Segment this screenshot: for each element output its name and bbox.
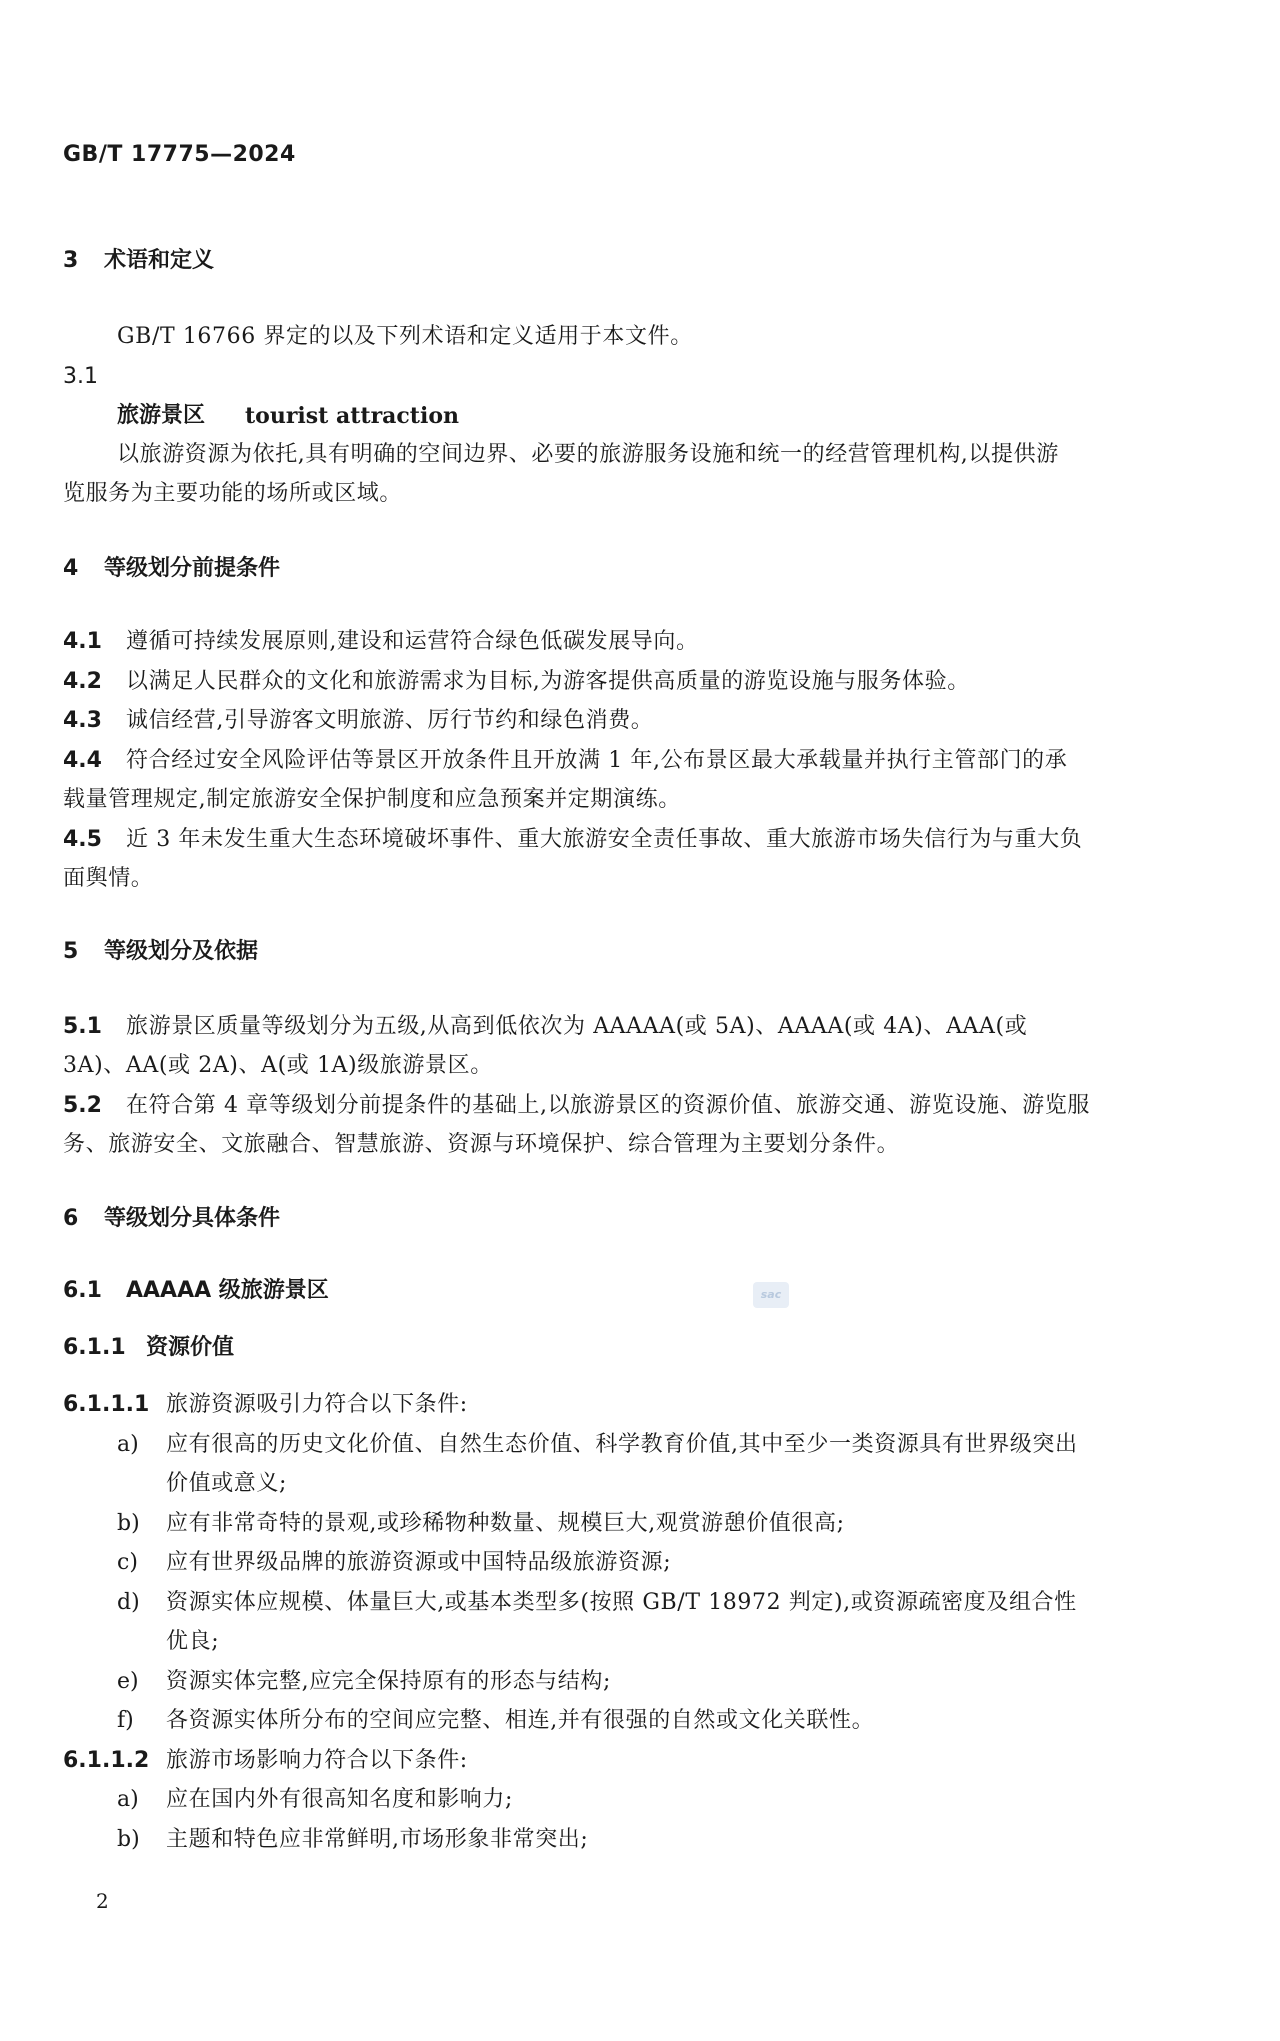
list-marker: d) [117, 1590, 140, 1615]
section-6-title: 等级划分具体条件 [104, 1206, 281, 1231]
section-5-title: 等级划分及依据 [104, 939, 259, 964]
list-marker: a) [117, 1787, 139, 1812]
list-marker: b) [117, 1827, 140, 1852]
page-number: 2 [96, 1889, 109, 1913]
section-5-number: 5 [63, 939, 79, 964]
list-item-text: 各资源实体所分布的空间应完整、相连,并有很强的自然或文化关联性。 [166, 1708, 875, 1733]
clause-text-continued: 面舆情。 [63, 866, 154, 891]
definition-line-1: 以旅游资源为依托,具有明确的空间边界、必要的旅游服务设施和统一的经营管理机构,以提供游 [117, 442, 1059, 467]
standard-code-header: GB/T 17775—2024 [63, 142, 296, 167]
definition-3-1-number: 3.1 [63, 364, 98, 389]
clause-text: 以满足人民群众的文化和旅游需求为目标,为游客提供高质量的游览设施与服务体验。 [126, 669, 970, 694]
subsection-6-1-1-title: 资源价值 [146, 1335, 235, 1360]
clause-number: 4.2 [63, 669, 102, 694]
clause-text-continued: 载量管理规定,制定旅游安全保护制度和应急预案并定期演练。 [63, 787, 681, 812]
section-6-number: 6 [63, 1206, 79, 1231]
clause-text: 遵循可持续发展原则,建设和运营符合绿色低碳发展导向。 [126, 629, 699, 654]
list-marker: a) [117, 1432, 139, 1457]
clause-number: 4.4 [63, 748, 102, 773]
clause-number: 5.1 [63, 1014, 102, 1039]
section-3-intro: GB/T 16766 界定的以及下列术语和定义适用于本文件。 [117, 324, 693, 349]
clause-text: 近 3 年未发生重大生态环境破坏事件、重大旅游安全责任事故、重大旅游市场失信行为与重大负 [126, 827, 1083, 852]
section-3-number: 3 [63, 248, 79, 273]
clause-number: 4.3 [63, 708, 102, 733]
subsection-6-1-1-number: 6.1.1 [63, 1335, 126, 1360]
condition-6-1-1-1-number: 6.1.1.1 [63, 1392, 150, 1417]
list-marker: f) [117, 1708, 134, 1733]
list-item-text-continued: 优良; [166, 1629, 220, 1654]
definition-line-2: 览服务为主要功能的场所或区域。 [63, 481, 403, 506]
condition-6-1-1-2-title: 旅游市场影响力符合以下条件: [166, 1748, 468, 1773]
list-item-text: 应有很高的历史文化价值、自然生态价值、科学教育价值,其中至少一类资源具有世界级突出 [166, 1432, 1078, 1457]
term-english: tourist attraction [245, 403, 459, 429]
clause-text-continued: 3A)、AA(或 2A)、A(或 1A)级旅游景区。 [63, 1053, 493, 1078]
condition-6-1-1-2-number: 6.1.1.2 [63, 1748, 150, 1773]
list-marker: e) [117, 1669, 139, 1694]
list-item-text: 应有非常奇特的景观,或珍稀物种数量、规模巨大,观赏游憩价值很高; [166, 1511, 845, 1536]
list-item-text: 应在国内外有很高知名度和影响力; [166, 1787, 514, 1812]
section-4-title: 等级划分前提条件 [104, 556, 281, 581]
list-item-text: 资源实体应规模、体量巨大,或基本类型多(按照 GB/T 18972 判定),或资源疏密度及组合性 [166, 1590, 1077, 1615]
section-4-number: 4 [63, 556, 79, 581]
clause-text: 在符合第 4 章等级划分前提条件的基础上,以旅游景区的资源价值、旅游交通、游览设施、游览服 [126, 1093, 1090, 1118]
clause-number: 5.2 [63, 1093, 102, 1118]
list-item-text: 主题和特色应非常鲜明,市场形象非常突出; [166, 1827, 589, 1852]
term-chinese: 旅游景区 [117, 403, 206, 428]
clause-text: 诚信经营,引导游客文明旅游、厉行节约和绿色消费。 [126, 708, 654, 733]
clause-text-continued: 务、旅游安全、文旅融合、智慧旅游、资源与环境保护、综合管理为主要划分条件。 [63, 1132, 900, 1157]
condition-6-1-1-1-title: 旅游资源吸引力符合以下条件: [166, 1392, 468, 1417]
list-item-text: 应有世界级品牌的旅游资源或中国特品级旅游资源; [166, 1550, 672, 1575]
clause-text: 符合经过安全风险评估等景区开放条件且开放满 1 年,公布景区最大承载量并执行主管部门的承 [126, 748, 1068, 773]
clause-number: 4.1 [63, 629, 102, 654]
sac-watermark-logo: sac [753, 1282, 789, 1308]
clause-text: 旅游景区质量等级划分为五级,从高到低依次为 AAAAA(或 5A)、AAAA(或 4A)、AAA(或 [126, 1014, 1028, 1039]
subsection-6-1-title: AAAAA 级旅游景区 [126, 1278, 329, 1303]
list-item-text-continued: 价值或意义; [166, 1471, 288, 1496]
list-marker: c) [117, 1550, 138, 1575]
section-3-title: 术语和定义 [104, 248, 215, 273]
list-item-text: 资源实体完整,应完全保持原有的形态与结构; [166, 1669, 612, 1694]
clause-number: 4.5 [63, 827, 102, 852]
subsection-6-1-number: 6.1 [63, 1278, 102, 1303]
list-marker: b) [117, 1511, 140, 1536]
